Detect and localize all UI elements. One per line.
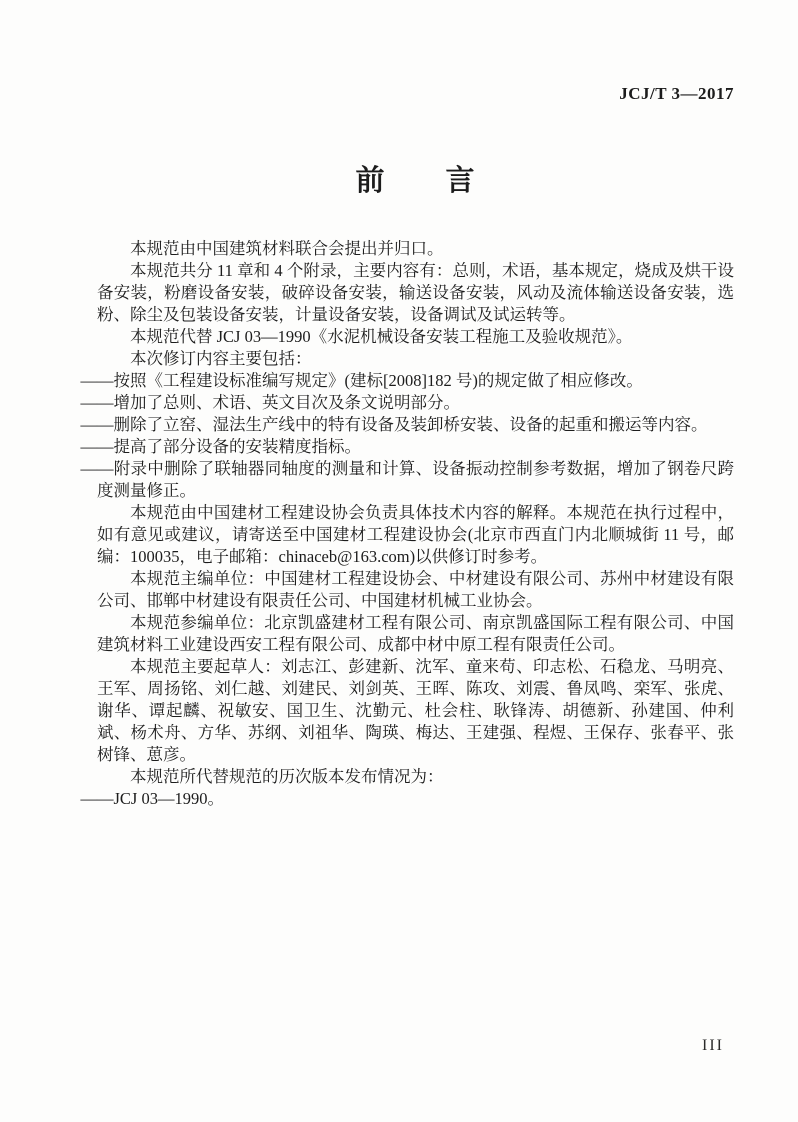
- paragraph: 本规范主要起草人：刘志江、彭建新、沈军、童来苟、印志松、石稳龙、马明亮、王军、周扬铭、刘仁越、刘建民、刘剑英、王晖、陈攻、刘震、鲁凤鸣、栾军、张虎、谢华、谭起麟、祝敏安、国卫生、沈勤元、杜会柱、耿锋涛、胡德新、孙建国、仲利斌、杨术舟、方华、苏纲、刘祖华、陶瑛、梅达、王建强、程煜、王保存、张春平、张树锋、葸彦。: [97, 657, 734, 764]
- paragraph: 本规范所代替规范的历次版本发布情况为：: [130, 767, 444, 786]
- revision-item: ——增加了总则、术语、英文目次及条文说明部分。: [80, 393, 460, 412]
- standard-number: JCJ/T 3—2017: [619, 84, 734, 103]
- revision-item: ——提高了部分设备的安装精度指标。: [80, 437, 361, 456]
- paragraph: 本规范由中国建筑材料联合会提出并归口。: [130, 239, 444, 258]
- foreword-body: [80, 238, 734, 810]
- revision-item: ——删除了立窑、湿法生产线中的特有设备及装卸桥安装、设备的起重和搬运等内容。: [80, 415, 708, 434]
- revision-item: ——附录中删除了联轴器同轴度的测量和计算、设备振动控制参考数据，增加了钢卷尺跨度测量修正。: [80, 459, 734, 500]
- page-title: 前 言: [355, 165, 476, 197]
- previous-edition-item: ——JCJ 03—1990。: [80, 789, 224, 808]
- page-number: III: [702, 1037, 724, 1054]
- revision-item: ——按照《工程建设标准编写规定》(建标[2008]182 号)的规定做了相应修改。: [80, 371, 643, 390]
- paragraph: 本规范参编单位：北京凯盛建材工程有限公司、南京凯盛国际工程有限公司、中国建筑材料工业建设西安工程有限公司、成都中材中原工程有限责任公司。: [97, 613, 734, 654]
- paragraph: 本规范主编单位：中国建材工程建设协会、中材建设有限公司、苏州中材建设有限公司、邯郸中材建设有限责任公司、中国建材机械工业协会。: [97, 569, 734, 610]
- paragraph: 本规范代替 JCJ 03—1990《水泥机械设备安装工程施工及验收规范》。: [130, 327, 633, 346]
- paragraph: 本规范共分 11 章和 4 个附录，主要内容有：总则，术语，基本规定，烧成及烘干设备安装，粉磨设备安装，破碎设备安装，输送设备安装，风动及流体输送设备安装，选粉、除尘及包装设备安装，计量设备安装，设备调试及试运转等。: [97, 261, 734, 324]
- paragraph: 本规范由中国建材工程建设协会负责具体技术内容的解释。本规范在执行过程中，如有意见或建议，请寄送至中国建材工程建设协会(北京市西直门内北顺城街 11 号，邮编：100035，电子邮箱：chinaceb@163.com)以供修订时参考。: [97, 503, 734, 566]
- paragraph: 本次修订内容主要包括：: [130, 349, 312, 368]
